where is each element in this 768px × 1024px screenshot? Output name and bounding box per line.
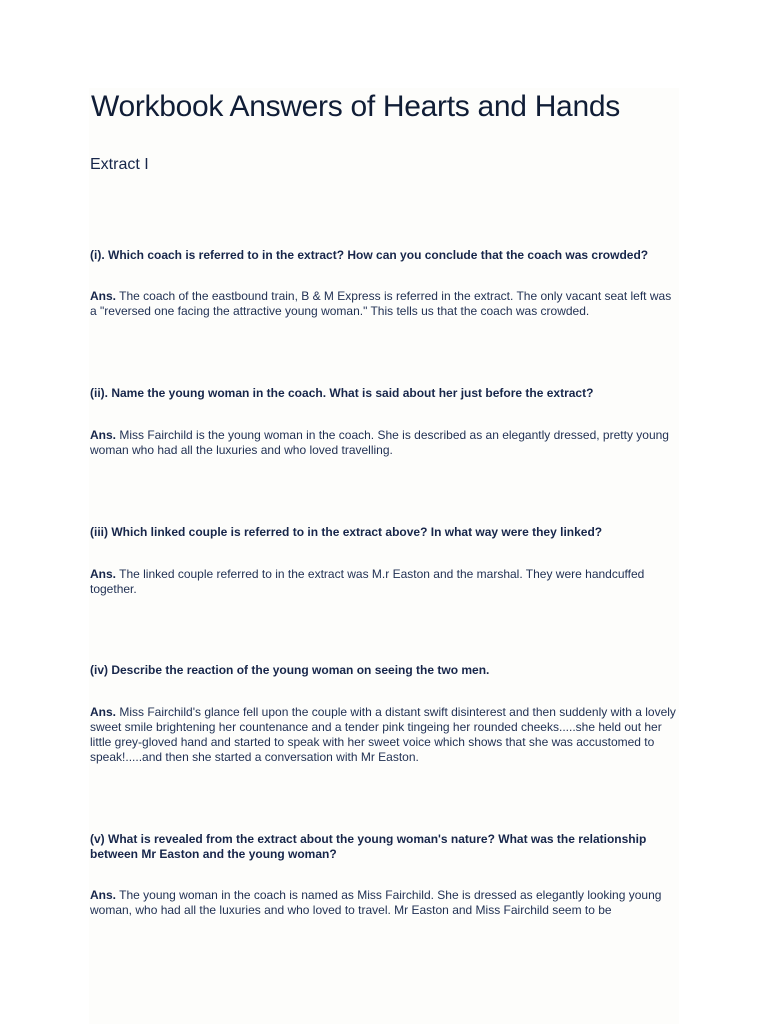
answer-text: The young woman in the coach is named as Miss Fairchild. She is dressed as elegantly looking young woman, who had all the luxuries and who loved to travel. Mr Easton and Miss Fairchild seem to be	[90, 888, 662, 917]
answer-label: Ans.	[90, 705, 117, 719]
answer-text: The coach of the eastbound train, B & M Express is referred in the extract. The only vacant seat left was a "reversed one facing the attractive young woman." This tells us that the coach was crowded.	[90, 289, 672, 318]
content-area	[89, 88, 679, 1024]
answer-4	[90, 705, 680, 765]
answer-text: The linked couple referred to in the extract was M.r Easton and the marshal. They were handcuffed together.	[90, 567, 645, 596]
answer-1	[90, 289, 680, 319]
question-3: (iii) Which linked couple is referred to in the extract above? In what way were they linked?	[90, 525, 603, 539]
answer-3	[90, 567, 680, 597]
answer-label: Ans.	[90, 428, 117, 442]
answer-2	[90, 428, 680, 458]
answer-label: Ans.	[90, 888, 117, 902]
question-5: (v) What is revealed from the extract about the young woman's nature? What was the relationship between Mr Easton and the young woman?	[90, 832, 647, 861]
answer-5	[90, 888, 680, 918]
answer-label: Ans.	[90, 289, 117, 303]
answer-text: Miss Fairchild is the young woman in the coach. She is described as an elegantly dressed, pretty young woman who had all the luxuries and who loved travelling.	[90, 428, 669, 457]
question-1: (i). Which coach is referred to in the extract? How can you conclude that the coach was crowded?	[90, 248, 649, 262]
page-title: Workbook Answers of Hearts and Hands	[91, 90, 620, 123]
extract-heading: Extract I	[90, 156, 149, 173]
answer-text: Miss Fairchild's glance fell upon the couple with a distant swift disinterest and then suddenly with a lovely sweet smile brightening her countenance and a tender pink tingeing her rounded cheeks.....she held out her little grey-gloved hand and started to speak with her sweet voice which shows that she was accustomed to speak!.....and then she started a conversation with Mr Easton.	[90, 705, 676, 764]
question-4: (iv) Describe the reaction of the young woman on seeing the two men.	[90, 663, 490, 677]
question-2: (ii). Name the young woman in the coach. What is said about her just before the extract?	[90, 386, 594, 400]
answer-label: Ans.	[90, 567, 117, 581]
